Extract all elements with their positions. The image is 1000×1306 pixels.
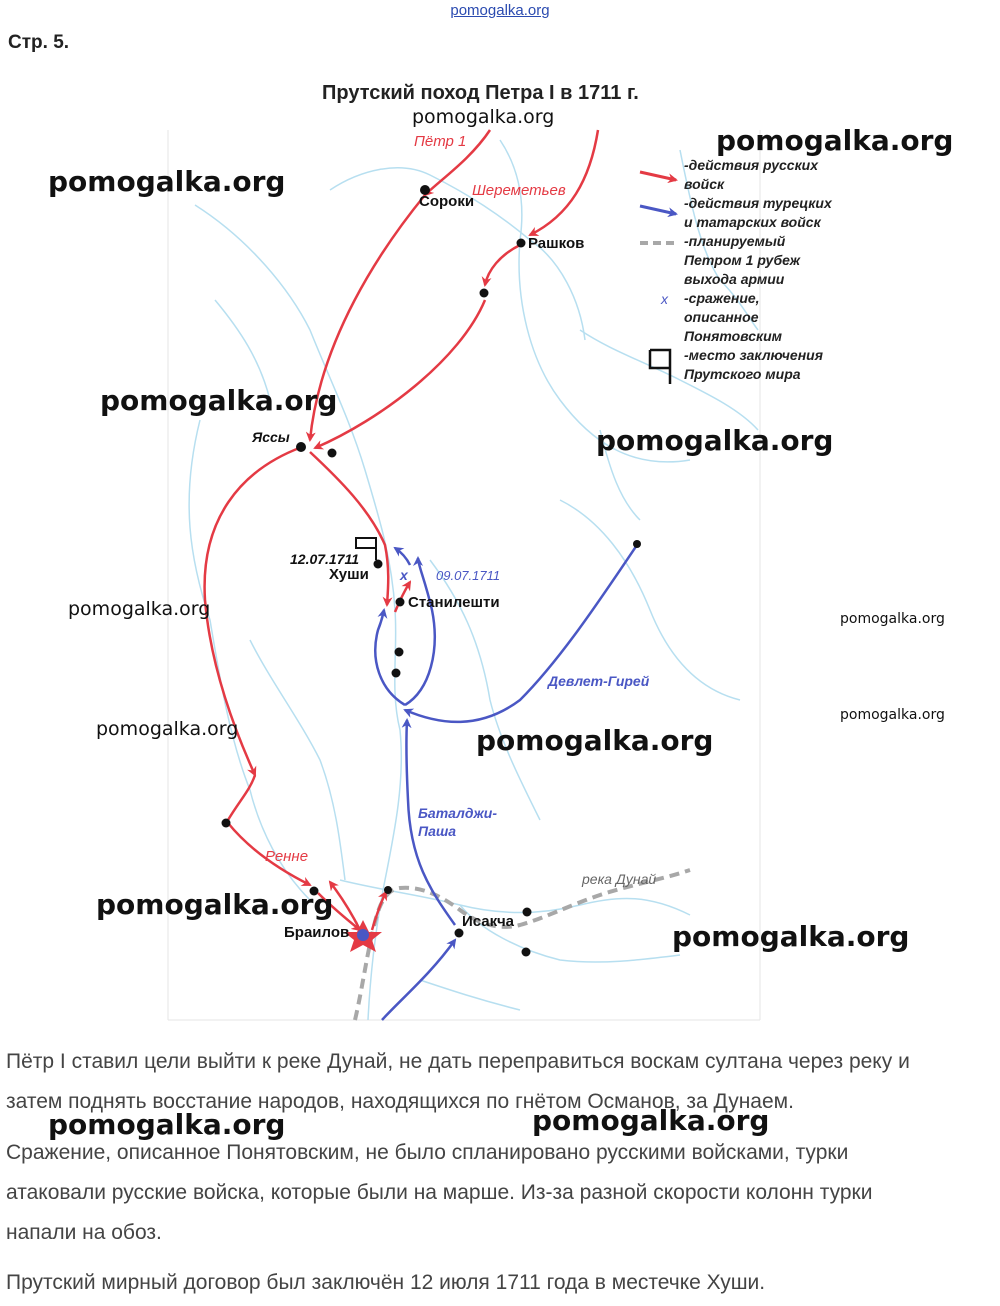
watermark: pomogalka.org — [672, 920, 910, 953]
watermark: pomogalka.org — [96, 888, 334, 921]
route-label-renne: Ренне — [265, 848, 309, 865]
route-label-petr: Пётр 1 — [414, 133, 467, 150]
place-yassy: Яссы — [252, 429, 290, 445]
legend-blue-arrow-icon — [640, 206, 676, 214]
answer-paragraph: Прутский мирный договор был заключён 12 июля 1711 года в местечке Хуши. — [6, 1271, 766, 1294]
watermark: pomogalka.org — [476, 724, 714, 757]
legend-turkish-2: и татарских войск — [684, 214, 821, 230]
place-rashkov: Рашков — [528, 235, 585, 252]
battle-marker: x — [400, 567, 408, 583]
legend-battle-3: Понятовским — [684, 328, 783, 344]
legend-line-2: Петром 1 рубеж — [684, 252, 801, 268]
watermark: pomogalka.org — [716, 124, 954, 157]
legend-peace-1: -место заключения — [684, 347, 823, 363]
answer-paragraph: напали на обоз. — [6, 1221, 162, 1244]
place-isakcha: Исакча — [462, 913, 515, 930]
answer-paragraph: атаковали русские войска, которые были на марше. Из-за разной скорости колонн турки — [6, 1181, 873, 1204]
answer-paragraph: Пётр I ставил цели выйти к реке Дунай, не дать переправиться воскам султана через реку и — [6, 1050, 910, 1073]
legend-line-3: выхода армии — [684, 271, 785, 287]
watermark: pomogalka.org — [68, 598, 211, 620]
river-label-dunai: река Дунай — [582, 871, 657, 887]
legend-turkish-1: -действия турецких — [684, 195, 832, 211]
place-soroki: Сороки — [419, 193, 475, 210]
watermark: pomogalka.org — [596, 424, 834, 457]
watermark: pomogalka.org — [96, 718, 239, 740]
route-label-devlet: Девлет-Гирей — [548, 673, 650, 689]
legend-russian-2: войск — [684, 176, 725, 192]
legend-battle-icon: x — [661, 291, 668, 307]
watermark: pomogalka.org — [48, 165, 286, 198]
legend-battle-1: -сражение, — [684, 290, 760, 306]
place-stanileshti: Станилешти — [408, 594, 500, 611]
route-label-baltadzhi-1: Баталджи- — [418, 805, 497, 821]
legend-line-1: -планируемый — [684, 233, 786, 249]
watermark: pomogalka.org — [412, 106, 555, 128]
map-title: Прутский поход Петра I в 1711 г. — [322, 82, 639, 104]
legend-russian-1: -действия русских — [684, 157, 819, 173]
watermark: pomogalka.org — [48, 1108, 286, 1141]
date-peace: 12.07.1711 — [290, 551, 360, 567]
city-markers — [222, 185, 642, 957]
site-header-link[interactable]: pomogalka.org — [450, 2, 550, 19]
answer-paragraph: затем поднять восстание народов, находящихся по гнётом Османов, за Дунаем. — [6, 1090, 794, 1113]
watermark: pomogalka.org — [840, 611, 945, 627]
place-brailov: Браилов — [284, 924, 350, 941]
legend-red-arrow-icon — [640, 172, 676, 180]
map-legend — [640, 157, 833, 384]
route-label-baltadzhi-2: Паша — [418, 823, 457, 839]
legend-battle-2: описанное — [684, 309, 759, 325]
watermark: pomogalka.org — [100, 384, 338, 417]
page-label: Стр. 5. — [8, 32, 70, 53]
turkish-routes — [375, 545, 637, 1020]
place-hushi: Хуши — [329, 566, 369, 583]
brailov-star-icon — [344, 920, 382, 952]
watermark: pomogalka.org — [840, 707, 945, 723]
watermark: pomogalka.org — [532, 1104, 770, 1137]
legend-flag-icon — [650, 350, 670, 384]
legend-peace-2: Прутского мира — [684, 366, 801, 382]
route-label-sheremetev: Шереметьев — [472, 182, 566, 199]
answer-paragraph: Сражение, описанное Понятовским, не было спланировано русскими войсками, турки — [6, 1141, 849, 1164]
date-battle: 09.07.1711 — [436, 568, 501, 583]
